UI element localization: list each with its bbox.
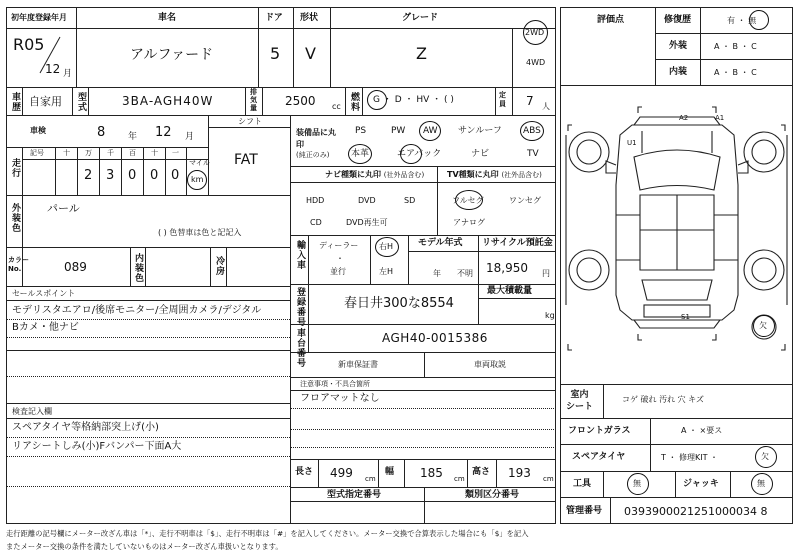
model: 3BA-AGH40W xyxy=(122,94,214,108)
height-unit: cm xyxy=(543,475,554,483)
equipment-label: 装備品に丸印 xyxy=(296,128,336,149)
max-load-label: 最大積載量 xyxy=(487,286,533,296)
inspector-label: 検査記入欄 xyxy=(12,407,52,416)
footer-line2: またメーター交換の条件を満たしていないものはメーター改ざん車扱いとなります。 xyxy=(6,542,283,551)
jack-value: 無 xyxy=(757,479,765,488)
length-unit: cm xyxy=(365,475,376,483)
digit-label-6: 一 xyxy=(172,149,179,157)
recycle-unit: 円 xyxy=(542,269,550,278)
import-dealer: ディーラー xyxy=(319,241,359,250)
displacement-label: 排 気 量 xyxy=(250,88,257,112)
recycle-label: リサイクル預託金 xyxy=(482,238,553,248)
color-label: 外装色 xyxy=(10,203,20,233)
max-load-kg: kg xyxy=(545,311,555,320)
length-value: 499 xyxy=(330,466,353,480)
exterior-label: 外装 xyxy=(669,41,688,51)
tv-oneseg: ワンセグ xyxy=(509,196,541,205)
equip-airbag: エアバック xyxy=(397,149,442,159)
month-unit: 月 xyxy=(63,69,73,79)
left-h: 左H xyxy=(379,267,394,276)
import-label: 輸入車 xyxy=(295,240,305,270)
interior-color-label: 内装色 xyxy=(133,253,143,283)
sheet-items: コゲ 破れ 汚れ 穴 キズ xyxy=(622,395,705,404)
tool-label: 工具 xyxy=(573,479,592,489)
length-label: 長さ xyxy=(295,467,314,477)
model-year-unit: 年 xyxy=(433,269,441,278)
width-unit: cm xyxy=(454,475,465,483)
chassis-label: 車台番号 xyxy=(295,328,305,368)
mgmt-number: 0393900021251000034 8 xyxy=(624,505,768,518)
digit-label-1: 十 xyxy=(63,149,70,157)
equip-ps: PS xyxy=(355,126,367,136)
spare-none: 欠 xyxy=(761,452,769,461)
import-dot: ・ xyxy=(336,254,344,263)
grade: Z xyxy=(416,44,427,63)
digit-label-4: 百 xyxy=(129,149,136,157)
shape: V xyxy=(305,44,316,63)
first-reg-year: R05 xyxy=(13,35,45,54)
inspector-line2: リアシートしみ(小)Fバンパー下面A大 xyxy=(12,441,182,452)
inspector-line1: スペアタイヤ等格納部突上げ(小) xyxy=(12,422,159,433)
digit-label-5: 十 xyxy=(151,149,158,157)
color-value: パール xyxy=(47,202,80,215)
score-label: 評価点 xyxy=(597,15,625,25)
repair-none-circle xyxy=(749,10,769,30)
first-reg-month: 12 xyxy=(45,62,61,76)
mileage-digit-2: 3 xyxy=(106,168,115,183)
navi-hdd: HDD xyxy=(306,196,325,205)
selling-label: セールスポイント xyxy=(12,289,76,298)
import-parallel: 並行 xyxy=(330,267,346,276)
car-name: アルファード xyxy=(130,47,214,63)
digit-label-2: 万 xyxy=(85,149,92,157)
shift-label: シフト xyxy=(238,117,262,126)
mileage-digit-1: 2 xyxy=(84,168,93,183)
first-reg-label: 初年度登録年月 xyxy=(11,13,67,22)
mark-a2: A2 xyxy=(679,114,689,122)
mark-u1: U1 xyxy=(627,139,637,147)
fuel-label: 燃料 xyxy=(349,92,359,112)
capacity: 7 xyxy=(526,94,534,108)
notes-label: 注意事項・不具合箇所 xyxy=(300,380,370,388)
type-no-label: 型式指定番号 xyxy=(327,490,382,500)
usage-label: 車歴 xyxy=(10,92,20,112)
tv-label: TV種類に丸印 (社外品含む) xyxy=(447,170,542,179)
equipment-sublabel: (純正のみ) xyxy=(296,151,330,159)
car-name-label: 車名 xyxy=(158,13,177,23)
usage: 自家用 xyxy=(29,95,62,108)
equip-leather: 本革 xyxy=(351,149,370,159)
digit-label-0: 記号 xyxy=(30,149,44,157)
ac-label: 冷房 xyxy=(214,256,224,276)
mileage-digit-5: 0 xyxy=(171,168,180,183)
mileage-label: 走行 xyxy=(10,158,20,178)
inspection-month: 12 xyxy=(155,125,172,140)
model-label: 型式 xyxy=(76,92,86,112)
fuel-options: G ・ D ・ HV ・ ( ) xyxy=(373,95,454,105)
windshield-label: フロントガラス xyxy=(568,426,631,436)
registration-label: 登録番号 xyxy=(295,287,305,327)
equip-sunroof: サンルーフ xyxy=(458,126,502,136)
warranty: 新車保証書 xyxy=(338,360,378,369)
registration-number: 春日井300な8554 xyxy=(344,296,454,311)
capacity-label: 定 員 xyxy=(499,91,506,108)
interior-sheet-label: 室内 シート xyxy=(566,390,594,412)
mgmt-label: 管理番号 xyxy=(566,506,603,516)
model-year-unknown: 不明 xyxy=(457,269,473,278)
digit-label-3: 千 xyxy=(107,149,114,157)
mark-s1: S1 xyxy=(681,313,690,321)
mileage-digit-4: 0 xyxy=(150,168,159,183)
manual: 車両取説 xyxy=(474,360,506,369)
mileage-digit-3: 0 xyxy=(128,168,137,183)
interior-grades: A ・ B ・ C xyxy=(714,68,757,77)
car-top-view-diagram xyxy=(562,95,791,385)
inspection-month-unit: 月 xyxy=(185,132,195,142)
spare-label: スペアタイヤ xyxy=(572,452,626,462)
grade-label: グレード xyxy=(402,13,439,23)
jack-label: ジャッキ xyxy=(683,479,719,489)
tv-fullseg: フルセグ xyxy=(452,196,484,205)
height-label: 高さ xyxy=(472,467,491,477)
inspection-year-unit: 年 xyxy=(128,132,138,142)
equip-aw: AW xyxy=(423,126,438,136)
doors: 5 xyxy=(270,44,281,63)
windshield-options: A ・ ×要ス xyxy=(681,426,723,435)
color-note: ( ) 色替車は色と記記入 xyxy=(158,228,242,237)
unit-mile: マイル xyxy=(189,159,210,167)
repair-label: 修復歴 xyxy=(664,15,692,25)
model-year-label: モデル年式 xyxy=(418,238,463,248)
recycle-value: 18,950 xyxy=(486,261,528,275)
navi-dvd-play: DVD再生可 xyxy=(346,218,388,227)
equip-abs: ABS xyxy=(523,126,541,136)
selling-line2: Bカメ・他ナビ xyxy=(12,322,79,333)
equip-pw: PW xyxy=(391,126,406,136)
unit-km: km xyxy=(191,175,204,184)
equip-navi: ナビ xyxy=(471,149,490,159)
cc-unit: cc xyxy=(332,102,341,111)
shift: FAT xyxy=(234,152,258,168)
mark-y-circle xyxy=(753,315,775,337)
height-value: 193 xyxy=(508,466,531,480)
equip-tv: TV xyxy=(527,149,539,159)
inspection-year: 8 xyxy=(97,125,106,140)
color-no: 089 xyxy=(64,260,87,274)
inspection-label: 車検 xyxy=(30,126,46,135)
color-no-label: カラー No. xyxy=(8,256,29,273)
mark-a1: A1 xyxy=(715,114,725,122)
navi-sd: SD xyxy=(404,196,416,205)
shape-label: 形状 xyxy=(300,13,319,23)
door-label: ドア xyxy=(265,13,283,23)
chassis-number: AGH40-0015386 xyxy=(382,331,488,345)
exterior-grades: A ・ B ・ C xyxy=(714,42,757,51)
drive-4wd: 4WD xyxy=(526,58,546,67)
width-label: 幅 xyxy=(385,467,395,477)
mark-y: 欠 xyxy=(759,321,767,330)
right-h: 右H xyxy=(379,242,394,251)
notes-text: フロアマットなし xyxy=(300,393,380,404)
navi-dvd: DVD xyxy=(358,196,376,205)
displacement: 2500 xyxy=(285,94,316,108)
footer-line1: 走行距離の記号欄にメーター改ざん車は「*」、走行不明車は「$」、走行不明車は「#」を記入してください。メーター交換で合算表示した場合にも「$」を記入 xyxy=(6,529,529,538)
navi-label: ナビ種類に丸印 (社外品含む) xyxy=(325,170,425,179)
navi-cd: CD xyxy=(310,218,322,227)
drive-2wd: 2WD xyxy=(525,28,545,37)
tv-analog: アナログ xyxy=(453,218,485,227)
spare-options: T ・ 修理KIT ・ xyxy=(661,453,719,462)
class-no-label: 類別区分番号 xyxy=(465,490,520,500)
width-value: 185 xyxy=(420,466,443,480)
capacity-unit: 人 xyxy=(542,102,550,111)
repair-options: 有 ・ 無 xyxy=(727,16,757,25)
interior-label: 内装 xyxy=(669,67,688,77)
selling-line1: モデリスタエアロ/後席モニター/全周囲カメラ/デジタル xyxy=(12,305,262,316)
tool-value: 無 xyxy=(633,479,641,488)
